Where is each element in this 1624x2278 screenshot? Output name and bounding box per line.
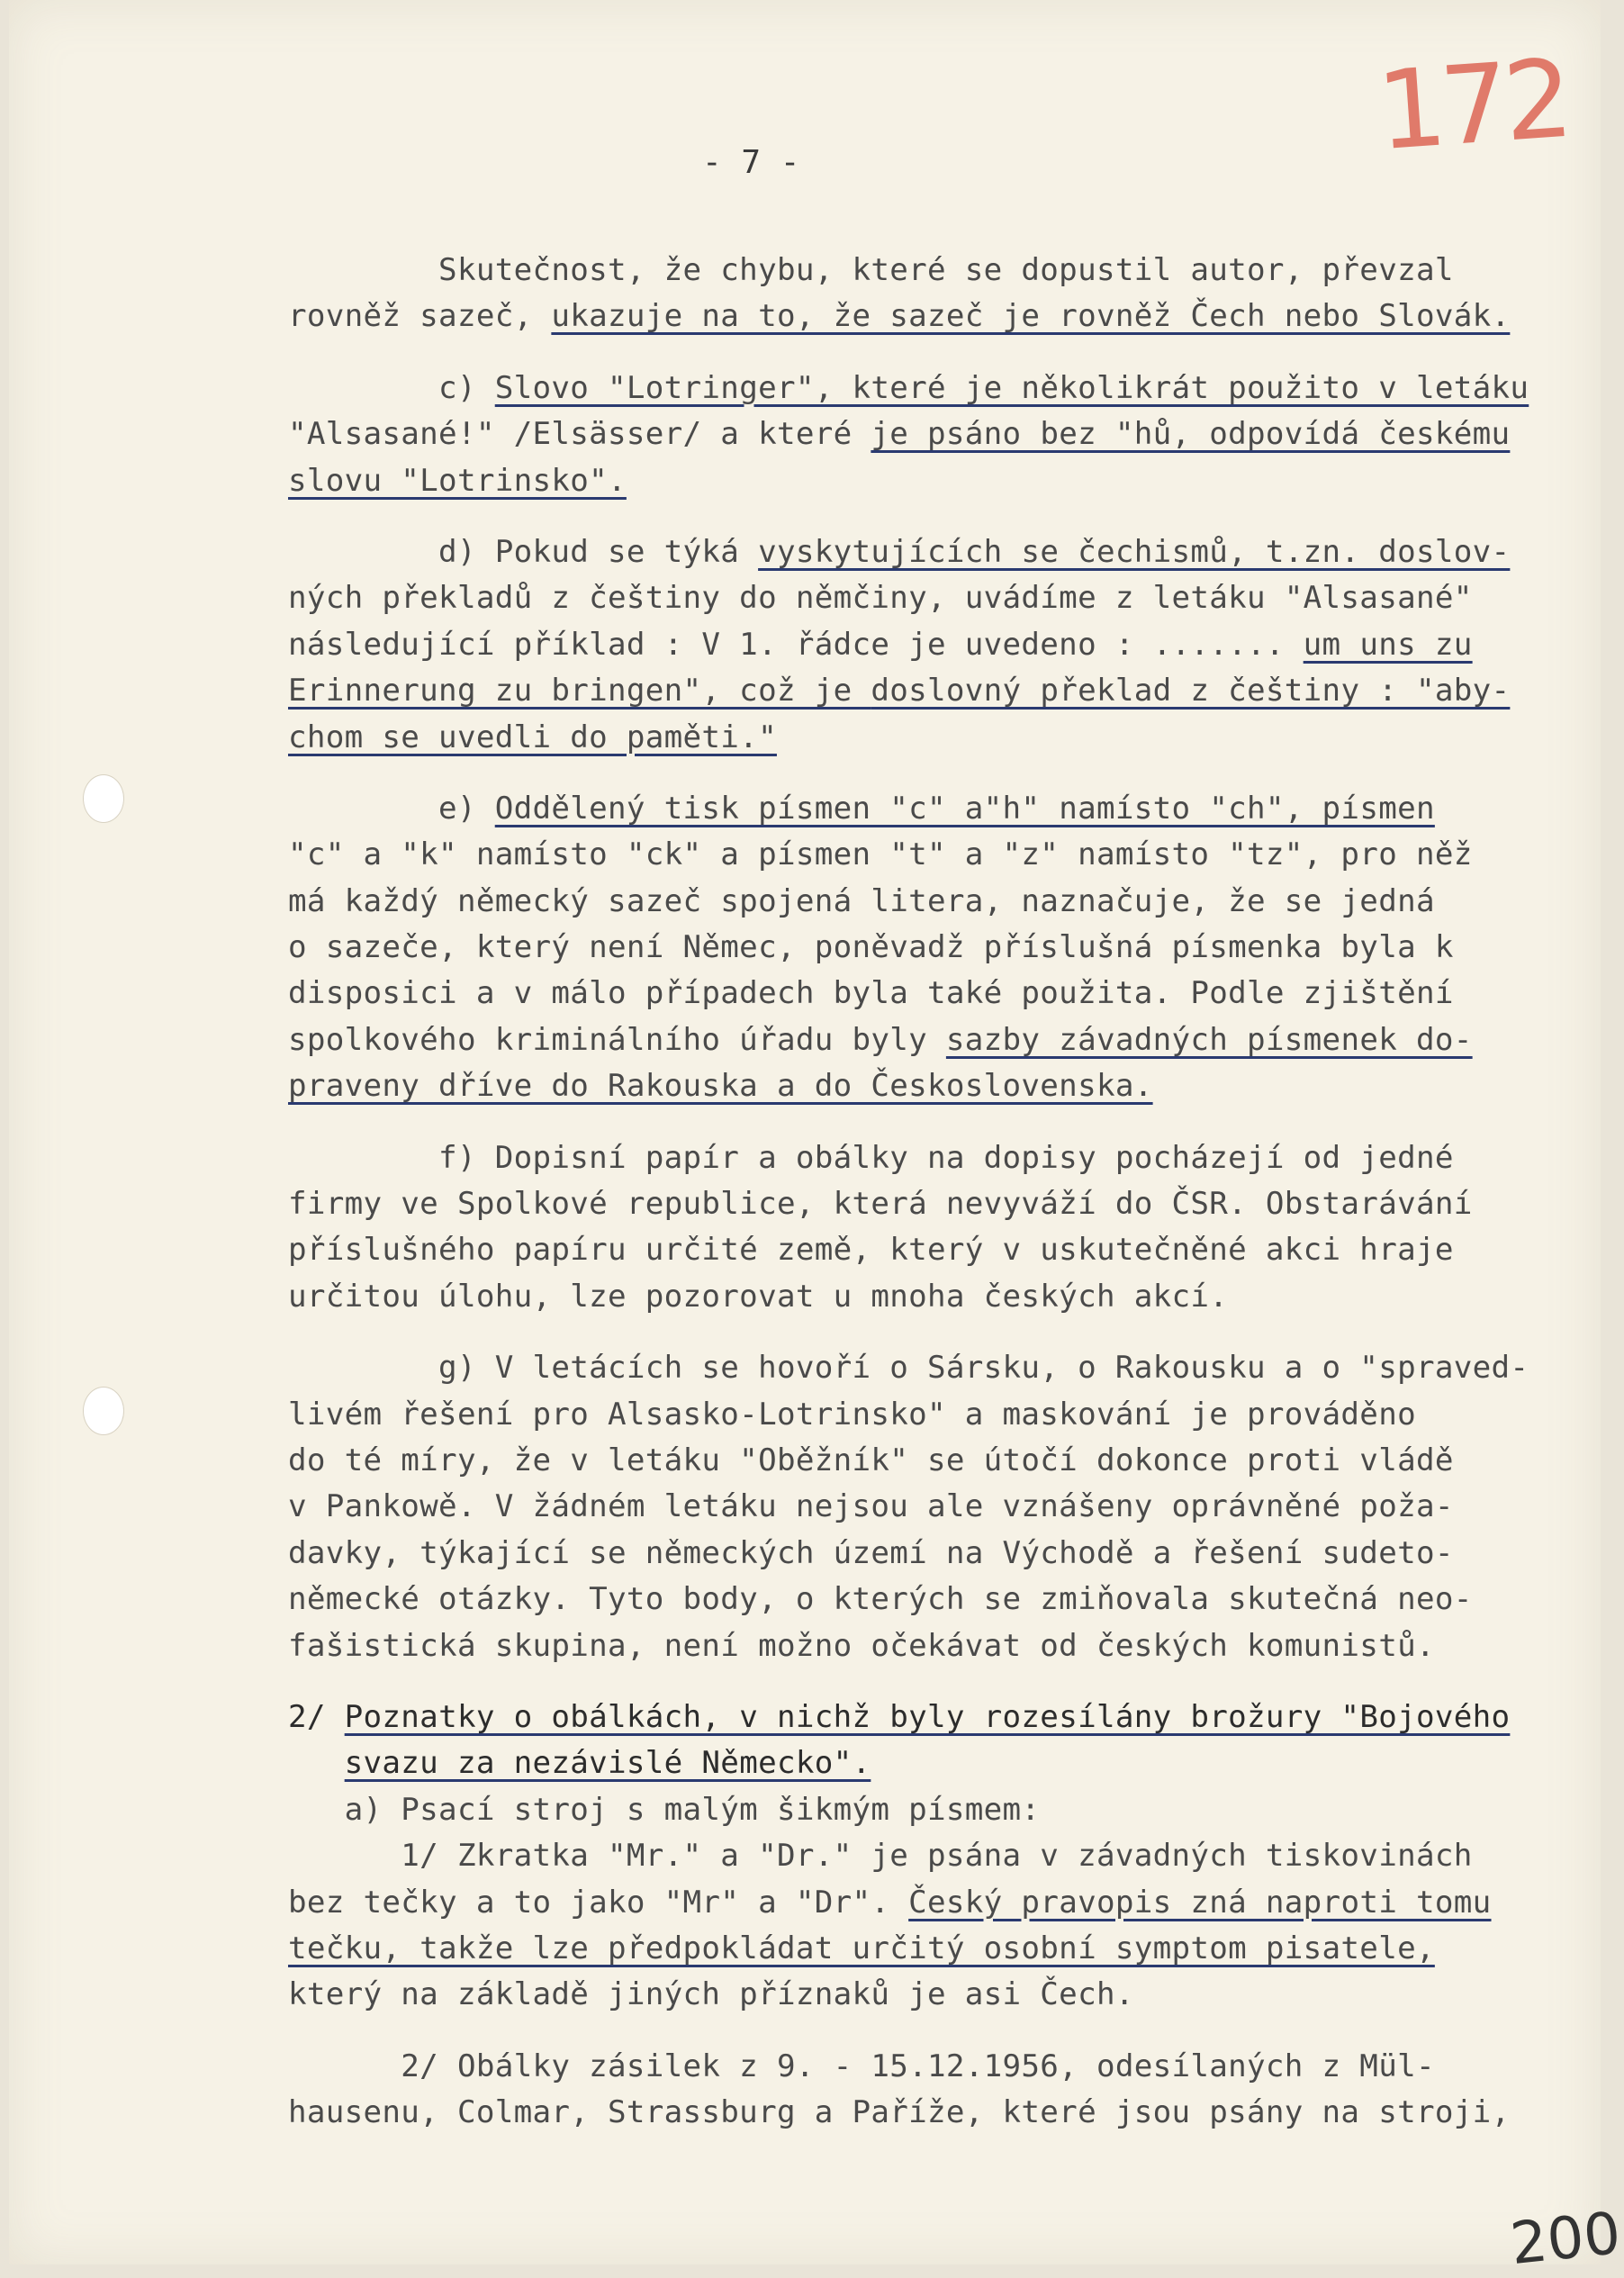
text-line: chom se uvedli do paměti." xyxy=(288,719,777,755)
text-line: c) Slovo "Lotringer", které je několikrát použito v letáku xyxy=(288,369,1529,406)
text-line: f) Dopisní papír a obálky na dopisy pocházejí od jedné xyxy=(288,1139,1454,1176)
text-line: praveny dříve do Rakouska a do Československa. xyxy=(288,1068,1153,1105)
text-line: slovu "Lotrinsko". xyxy=(288,462,627,499)
text-line: hausenu, Colmar, Strassburg a Paříže, které jsou psány na stroji, xyxy=(288,2094,1511,2131)
text-line: d) Pokud se týká vyskytujících se čechismů, t.zn. doslov- xyxy=(288,533,1511,570)
text-line: spolkového kriminálního úřadu byly sazby závadných písmenek do- xyxy=(288,1021,1473,1058)
text-line: firmy ve Spolkové republice, která nevyváží do ČSR. Obstarávání xyxy=(288,1186,1473,1223)
text-line: který na základě jiných příznaků je asi Čech. xyxy=(288,1976,1134,2013)
text-line: německé otázky. Tyto body, o kterých se zmiňovala skutečná neo- xyxy=(288,1581,1473,1618)
text-line: 2/ Obálky zásilek z 9. - 15.12.1956, odesílaných z Mül- xyxy=(288,2047,1435,2084)
text-line: ných překladů z češtiny do němčiny, uvádíme z letáku "Alsasané" xyxy=(288,580,1473,617)
text-line: Erinnerung zu bringen", což je doslovný překlad z češtiny : "aby- xyxy=(288,673,1511,710)
text-line: bez tečky a to jako "Mr" a "Dr". Český pravopis zná naproti tomu xyxy=(288,1884,1492,1921)
text-line: má každý německý sazeč spojená litera, naznačuje, že se jedná xyxy=(288,882,1435,919)
text-line: disposici a v málo případech byla také použita. Podle zjištění xyxy=(288,975,1454,1012)
section-heading: svazu za nezávislé Německo". xyxy=(344,1745,871,1782)
text-line: "Alsasané!" /Elsässer/ a které je psáno bez "hů, odpovídá českému xyxy=(288,416,1511,453)
text-line: Skutečnost, že chybu, které se dopustil autor, převzal xyxy=(288,252,1454,288)
text-line: tečku, takže lze předpokládat určitý osobní symptom pisatele, xyxy=(288,1930,1435,1966)
page-number: - 7 - xyxy=(702,144,800,181)
text-line: v Pankowě. V žádném letáku nejsou ale vznášeny oprávněné poža- xyxy=(288,1488,1454,1525)
section-heading: 2/ Poznatky o obálkách, v nichž byly rozesílány brožury "Bojového xyxy=(288,1698,1511,1735)
text-line: fašistická skupina, není možno očekávat od českých komunistů. xyxy=(288,1627,1435,1664)
text-line: následující příklad : V 1. řádce je uvedeno : ....... um uns zu xyxy=(288,626,1473,663)
folio-number: 172 xyxy=(1373,36,1572,176)
typed-text-body xyxy=(288,248,1593,2136)
text-line: a) Psací stroj s malým šikmým písmem: xyxy=(288,1791,1041,1828)
text-line: davky, týkající se německých území na Východě a řešení sudeto- xyxy=(288,1534,1454,1571)
text-line: rovněž sazeč, ukazuje na to, že sazeč je rovněž Čech nebo Slovák. xyxy=(288,298,1511,335)
document-page xyxy=(9,0,1624,2278)
text-line: 1/ Zkratka "Mr." a "Dr." je psána v závadných tiskovinách xyxy=(288,1838,1473,1875)
text-line: o sazeče, který není Němec, poněvadž příslušná písmenka byla k xyxy=(288,929,1454,966)
text-line: g) V letácích se hovoří o Sársku, o Rakousku a o "spraved- xyxy=(288,1350,1529,1387)
punch-hole xyxy=(83,1387,124,1435)
text-line: příslušného papíru určité země, který v uskutečněné akci hraje xyxy=(288,1232,1454,1269)
text-line: livém řešení pro Alsasko-Lotrinsko" a maskování je prováděno xyxy=(288,1396,1416,1433)
text-line: e) Oddělený tisk písmen "c" a"h" namísto "ch", písmen xyxy=(288,790,1435,827)
text-line: určitou úlohu, lze pozorovat u mnoha českých akcí. xyxy=(288,1278,1229,1315)
punch-hole xyxy=(83,774,124,823)
archive-stamp: 200 xyxy=(1507,2200,1624,2278)
text-line: do té míry, že v letáku "Oběžník" se útočí dokonce proti vládě xyxy=(288,1442,1454,1478)
text-line: "c" a "k" namísto "ck" a písmen "t" a "z" namísto "tz", pro něž xyxy=(288,836,1473,873)
